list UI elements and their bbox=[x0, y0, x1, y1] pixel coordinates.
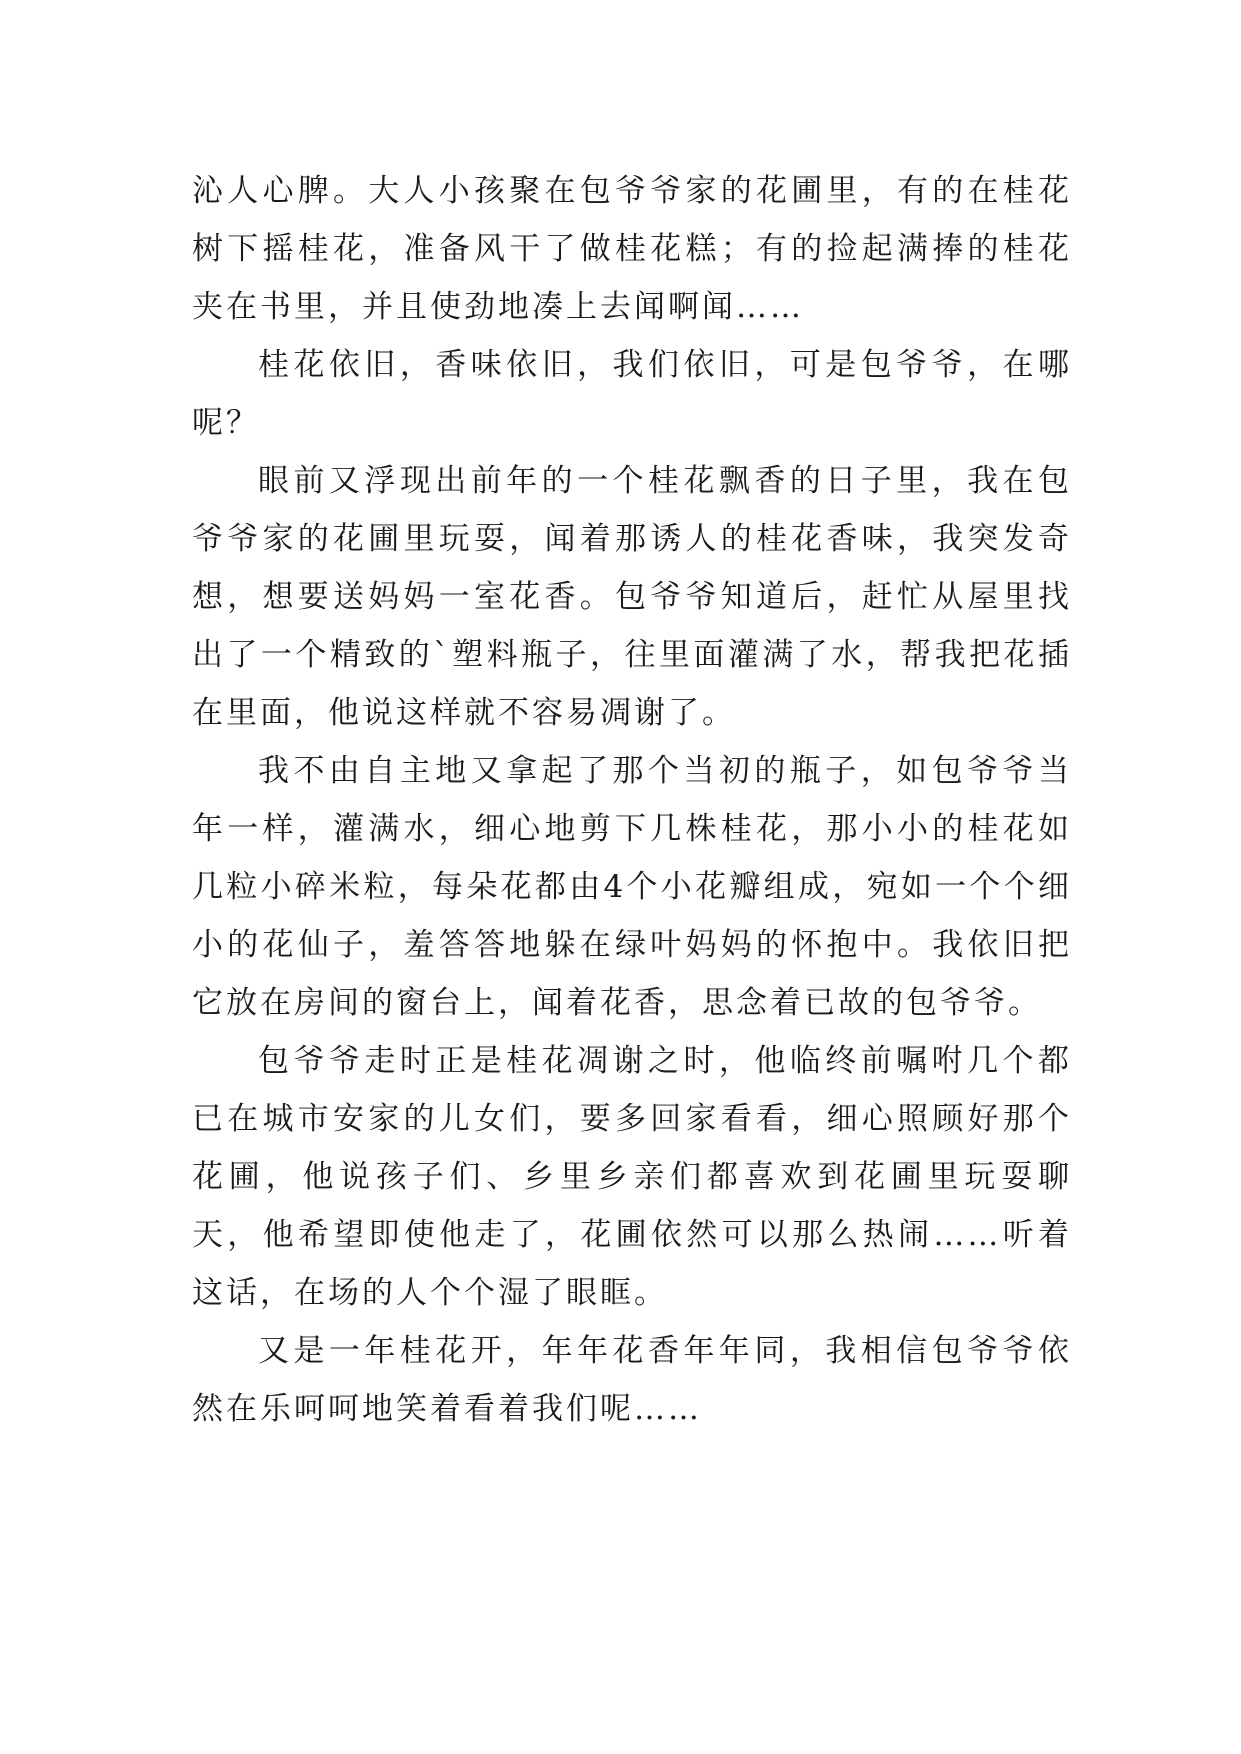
paragraph-closing: 又是一年桂花开，年年花香年年同，我相信包爷爷依然在乐呵呵地笑着看着我们呢…… bbox=[192, 1333, 1072, 1427]
paragraph-bottle: 我不由自主地又拿起了那个当初的瓶子，如包爷爷当年一样，灌满水，细心地剪下几株桂花，那小小的桂花如几粒小碎米粒，每朵花都由4个小花瓣组成，宛如一个个细小的花仙子，羞答答地躲在绿叶妈妈的怀抱中。我依旧把它放在房间的窗台上，闻着花香，思念着已故的包爷爷。 bbox=[192, 753, 1072, 1021]
paragraph-question: 桂花依旧，香味依旧，我们依旧，可是包爷爷，在哪呢？ bbox=[192, 347, 1072, 441]
document-body bbox=[192, 162, 1072, 1438]
paragraph-farewell: 包爷爷走时正是桂花凋谢之时，他临终前嘱咐几个都已在城市安家的儿女们，要多回家看看，细心照顾好那个花圃，他说孩子们、乡里乡亲们都喜欢到花圃里玩耍聊天，他希望即使他走了，花圃依然可以那么热闹……听着这话，在场的人个个湿了眼眶。 bbox=[192, 1043, 1072, 1311]
paragraph-memory: 眼前又浮现出前年的一个桂花飘香的日子里，我在包爷爷家的花圃里玩耍，闻着那诱人的桂花香味，我突发奇想，想要送妈妈一室花香。包爷爷知道后，赶忙从屋里找出了一个精致的`塑料瓶子，往里面灌满了水，帮我把花插在里面，他说这样就不容易凋谢了。 bbox=[192, 463, 1072, 731]
paragraph-continuation: 沁人心脾。大人小孩聚在包爷爷家的花圃里，有的在桂花树下摇桂花，准备风干了做桂花糕；有的捡起满捧的桂花夹在书里，并且使劲地凑上去闻啊闻…… bbox=[192, 173, 1072, 325]
